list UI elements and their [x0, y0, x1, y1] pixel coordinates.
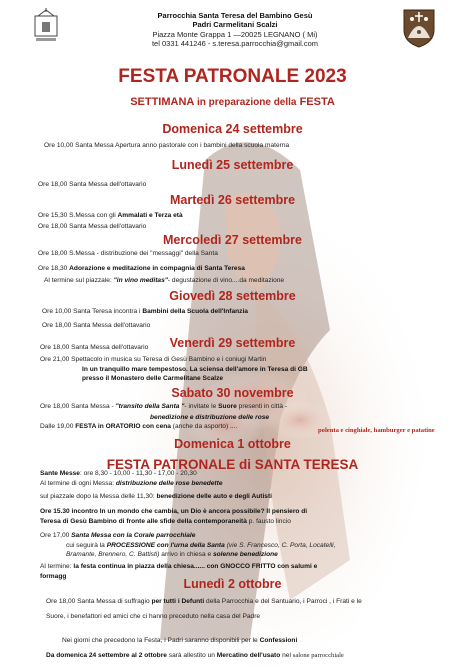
event-line: Ore 10,00 Santa Messa Apertura anno pastorale con i bambini della scuola materna: [44, 142, 290, 149]
parish-contacts: tel 0331 441246 - s.teresa.parrocchia@gmail.com: [151, 39, 319, 48]
event-line: cui seguirà la PROCESSIONE con l'urna della Santa (vie S. Francesco, C. Porta, Locatelli,: [66, 542, 336, 549]
event-line: Ore 21,00 Spettacolo in musica su Teresa di Gesù Bambino e i coniugi Martin: [40, 356, 267, 363]
event-line: Ore 18,00 Santa Messa dell'ottavario: [42, 322, 151, 329]
parish-name: Parrocchia Santa Teresa del Bambino Gesù: [157, 11, 313, 20]
event-line: Teresa di Gesù Bambino di fronte alle sfide della contemporaneità p. fausto lincio: [40, 518, 291, 525]
event-line: In un tranquillo mare tempestoso. La sciensa dell'amore in Teresa di GB: [82, 366, 308, 373]
parish-emblem-icon: [30, 8, 62, 44]
market-note: Da domenica 24 settembre al 2 ottobre sarà allestito un Mercatino dell'usato nel salone parrocchiale: [46, 652, 344, 659]
event-line: Ore 18,00 S.Messa - distribuzione dei "messaggi" della Santa: [38, 250, 218, 257]
confession-note: Nei giorni che precedono la Festa, i Padri saranno disponibili per le Confessioni: [62, 637, 298, 644]
event-line: Sante Messe: ore 8,30 - 10,00 - 11,30 - 17,00 - 20,30: [40, 470, 197, 477]
event-line: Al termine di ogni Messa: distribuzione delle rose benedette: [40, 480, 223, 487]
event-line: Al termine sul piazzale: "in vino meditas"- degustazione di vino....da meditazione: [44, 277, 285, 284]
event-line: Ore 17,00 Santa Messa con la Corale parrocchiale: [40, 532, 196, 539]
day-heading: Lunedì 2 ottobre: [183, 577, 282, 591]
carmelite-crest-icon: [402, 8, 436, 48]
event-line: presso il Monastero delle Carmelitane Scalze: [82, 375, 224, 382]
event-line: Ore 18,00 Santa Messa di suffragio per tutti i Defunti della Parrocchia e del Santuario, i Parroci , i Frati e le: [46, 598, 362, 605]
event-line: Bramante, Brennero, C. Battisti) arrivo in chiesa e solenne benedizione: [66, 551, 278, 558]
event-line: Ore 18,30 Adorazione e meditazione in compagnia di Santa Teresa: [38, 265, 245, 272]
page-title: FESTA PATRONALE 2023: [118, 66, 347, 87]
page-subtitle: SETTIMANA in preparazione della FESTA: [130, 96, 335, 108]
feast-title: FESTA PATRONALE di SANTA TERESA: [106, 457, 359, 472]
event-line: Ore 18,00 Santa Messa - "transito della Santa "- invitate le Suore presenti in città -: [40, 403, 288, 410]
event-line: Al termine: la festa continua in piazza della chiesa...... con GNOCCO FRITTO con salumi e: [40, 563, 318, 570]
event-line: sul piazzale dopo la Messa delle 11,30: benedizione delle auto e degli Autisti: [40, 493, 272, 500]
event-line: Ore 15.30 incontro In un mondo che cambia, un Dio è ancora possibile? Il pensiero di: [40, 508, 308, 515]
event-line: polenta e cinghiale, hamburger e patatine: [318, 427, 435, 434]
event-line: Dalle 19,00 FESTA in ORATORIO con cena (anche da asporto) ....: [40, 423, 238, 430]
event-line: Ore 18,00 Santa Messa dell'ottavario: [40, 344, 149, 351]
event-line: formagg: [40, 573, 67, 580]
day-heading: Martedì 26 settembre: [169, 193, 296, 207]
day-heading: Domenica 24 settembre: [162, 122, 303, 136]
event-line: Ore 10,00 Santa Teresa incontra i Bambini della Scuola dell'Infanzia: [42, 308, 248, 315]
event-line: Ore 15,30 S.Messa con gli Ammalati e Terza età: [38, 212, 183, 219]
event-line: Ore 18,00 Santa Messa dell'ottavario: [38, 223, 147, 230]
day-heading: Lunedì 25 settembre: [171, 158, 294, 172]
event-line: Suore, i benefattori ed amici che ci hanno preceduto nella casa del Padre: [46, 613, 261, 620]
day-heading: Giovedì 28 settembre: [169, 289, 296, 303]
day-heading: Domenica 1 ottobre: [174, 437, 291, 451]
order-name: Padri Carmelitani Scalzi: [192, 20, 278, 29]
day-heading: Mercoledì 27 settembre: [163, 233, 302, 247]
parish-address: Piazza Monte Grappa 1 —20025 LEGNANO ( Mi): [152, 30, 318, 39]
event-line: Ore 18,00 Santa Messa dell'ottavario: [38, 181, 147, 188]
event-line: benedizione e distribuzione delle rose: [150, 414, 270, 421]
day-heading: Sabato 30 novembre: [171, 386, 294, 400]
day-heading: Venerdì 29 settembre: [169, 336, 296, 350]
